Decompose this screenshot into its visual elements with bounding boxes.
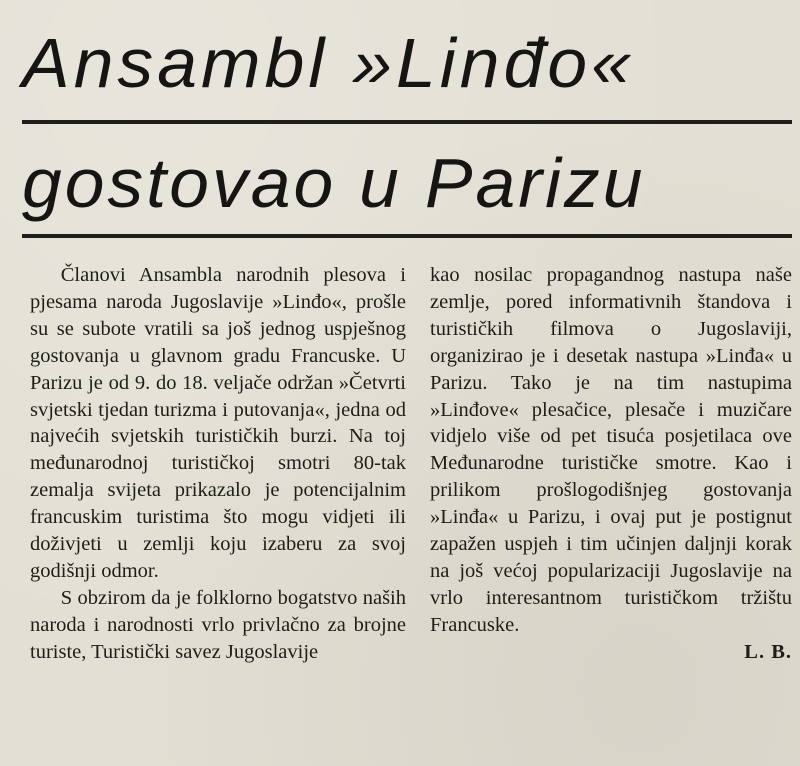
headline-rule-top [22, 120, 792, 124]
headline-rule-bottom [22, 234, 792, 238]
headline-line-1: Ansambl »Linđo« [22, 24, 635, 102]
author-signature: L. B. [744, 640, 792, 663]
article-paragraph-1: Članovi Ansambla narodnih plesova i pjesama naroda Jugoslavije »Linđo«, prošle su se subote vratili sa još jednog uspješnog gostovanja u glavnom gradu Francuske. U Parizu je od 9. do 18. veljače održan »Četvrti svjetski tjedan turizma i putovanja«, jedna od najvećih svjetskih turističkih burzi. Na toj međunarodnoj turističkoj smotri 80-tak zemalja svijeta prikazalo je potencijalnim francuskim turistima što mogu vidjeti ili doživjeti u zemlji koju izaberu za svoj godišnji odmor. [30, 264, 406, 582]
headline-line-2: gostovao u Parizu [22, 144, 646, 222]
article-column-right [430, 262, 792, 666]
article-column-left [30, 262, 406, 666]
article-paragraph-2-continued: kao nosilac propagandnog nastupa naše zemlje, pored informativnih štandova i turističkih filmova o Jugoslaviji, organizirao je i desetak nastupa »Linđa« u Parizu. Tako je na tim nastupima »Linđove« plesačice, plesače i muzičare vidjelo više od pet tisuća posjetilaca ove Međunarodne turističke smotre. Kao i prilikom prošlogodišnjeg gostovanja »Linđa« u Parizu, i ovaj put je postignut zapažen uspjeh i tim učinjen daljnji korak na još većoj popularizaciji Jugoslavije na vrlo interesantnom turističkom tržištu Francuske. [430, 264, 792, 636]
article-paragraph-2-start: S obzirom da je folklorno bogatstvo naših naroda i narodnosti vrlo privlačno za brojne turiste, Turistički savez Jugoslavije [30, 586, 406, 663]
